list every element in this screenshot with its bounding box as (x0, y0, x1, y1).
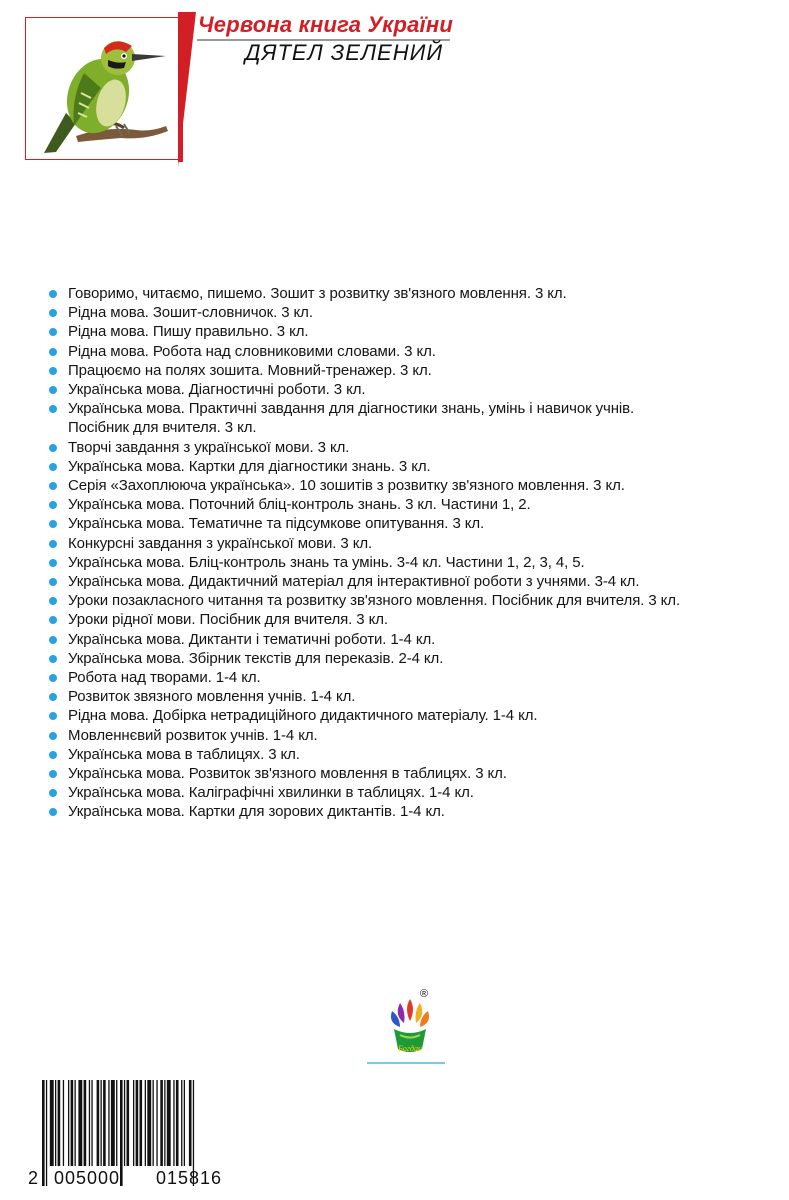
barcode-bar (58, 1080, 61, 1166)
bullet-icon (49, 770, 57, 778)
publisher-logo (370, 985, 450, 1065)
bullet-icon (49, 540, 57, 548)
book-list-item-text: Українська мова. Поточний бліц-контроль знань. 3 кл. Частини 1, 2. (68, 496, 531, 514)
book-list-item-text: Конкурсні завдання з української мови. 3 кл. (68, 534, 373, 552)
book-list-item-text: Українська мова. Бліц-контроль знань та умінь. 3-4 кл. Частини 1, 2, 3, 4, 5. (68, 553, 585, 571)
book-list-item (48, 553, 778, 572)
barcode-bar (176, 1080, 179, 1166)
book-list-item-text: Українська мова. Розвиток зв'язного мовлення в таблицях. 3 кл. (68, 765, 507, 783)
barcode-bar (103, 1080, 106, 1166)
bullet-icon (49, 636, 57, 644)
book-list-item-text: Українська мова. Діагностичні роботи. 3 кл. (68, 381, 366, 399)
book-list-item-text: Рідна мова. Робота над словниковими словами. 3 кл. (68, 342, 436, 360)
bullet-icon (49, 501, 57, 509)
barcode-bar (133, 1080, 134, 1166)
book-list-item-text: Українська мова в таблицях. 3 кл. (68, 745, 300, 763)
barcode (28, 1080, 250, 1190)
book-list-item-text: Українська мова. Диктанти і тематичні роботи. 1-4 кл. (68, 630, 436, 648)
bullet-icon (49, 328, 57, 336)
bullet-icon (49, 559, 57, 567)
book-list-item (48, 630, 778, 649)
book-list-item (48, 284, 778, 303)
bullet-icon (49, 751, 57, 759)
book-list-item-text: Рідна мова. Зошит-словничок. 3 кл. (68, 304, 313, 322)
bullet-icon (49, 309, 57, 317)
barcode-bar (147, 1080, 151, 1166)
book-list-item-text: Уроки рідної мови. Посібник для вчителя. 3 кл. (68, 611, 388, 629)
book-list-item (48, 534, 778, 553)
woodpecker-illustration (25, 17, 180, 160)
publisher-name: Богдан (398, 1044, 422, 1053)
barcode-bar (124, 1080, 125, 1166)
book-list-item (48, 726, 778, 745)
book-list-item (48, 457, 778, 476)
book-list-item-text: Українська мова. Каліграфічні хвилинки в таблицях. 1-4 кл. (68, 784, 474, 802)
book-list-item-text: Українська мова. Практичні завдання для діагностики знань, умінь і навичок учнів. (68, 400, 635, 418)
red-accent-slash (178, 12, 196, 167)
book-list-item-text: Робота над творами. 1-4 кл. (68, 669, 261, 687)
book-list-item-text: Українська мова. Картки для зорових диктантів. 1-4 кл. (68, 803, 445, 821)
barcode-bar (173, 1080, 174, 1166)
book-list-item (48, 802, 778, 821)
book-list-item-text: Працюємо на полях зошита. Мовний-тренажер. 3 кл. (68, 361, 432, 379)
book-list-item-text: Українська мова. Тематичне та підсумкове опитування. 3 кл. (68, 515, 485, 533)
book-list-item-text: Українська мова. Картки для діагностики знань. 3 кл. (68, 457, 431, 475)
barcode-bar (101, 1080, 102, 1166)
book-list-item-text: Українська мова. Дидактичний матеріал для інтерактивної роботи з учнями. 3-4 кл. (68, 573, 640, 591)
book-list-item (48, 342, 778, 361)
flower-logo-icon (370, 985, 450, 1065)
bullet-icon (49, 789, 57, 797)
barcode-bar (75, 1080, 76, 1166)
barcode-bar (55, 1080, 56, 1166)
book-list-item (48, 495, 778, 514)
book-list-item-text: Творчі завдання з української мови. 3 кл. (68, 438, 350, 456)
book-list-item (48, 764, 778, 783)
logo-underline (367, 1062, 445, 1064)
book-list-item-text: Розвиток звязного мовлення учнів. 1-4 кл. (68, 688, 356, 706)
barcode-bar (145, 1080, 146, 1166)
bullet-icon (49, 693, 57, 701)
bullet-icon (49, 732, 57, 740)
book-list-item (48, 687, 778, 706)
bullet-icon (49, 808, 57, 816)
header (0, 0, 789, 170)
book-list-item (48, 745, 778, 764)
bullet-icon (49, 290, 57, 298)
book-list-item (48, 783, 778, 802)
bullet-icon (49, 616, 57, 624)
bullet-icon (49, 578, 57, 586)
barcode-bar (184, 1080, 185, 1166)
barcode-bar (97, 1080, 100, 1166)
barcode-first-digit: 2 (28, 1168, 39, 1188)
book-list-item-text: Посібник для вчителя. 3 кл. (68, 419, 257, 437)
bullet-icon (49, 348, 57, 356)
barcode-bar (108, 1080, 109, 1166)
bullet-icon (49, 367, 57, 375)
bullet-icon (49, 463, 57, 471)
book-list-item (48, 591, 778, 610)
book-list-item (48, 380, 778, 399)
barcode-right-group: 015816 (156, 1168, 223, 1188)
barcode-bar (91, 1080, 92, 1166)
trademark-symbol: ® (420, 988, 429, 1000)
barcode-bar (63, 1080, 64, 1166)
barcode-bar (189, 1080, 192, 1166)
book-list-item-text: Серія «Захоплююча українська». 10 зошитів з розвитку зв'язного мовлення. 3 кл. (68, 477, 625, 495)
barcode-bar (116, 1080, 117, 1166)
bullet-icon (49, 444, 57, 452)
book-title: ДЯТЕЛ ЗЕЛЕНИЙ (245, 40, 444, 65)
barcode-digits (28, 1166, 250, 1190)
book-list-item-text: Говоримо, читаємо, пишемо. Зошит з розвитку зв'язного мовлення. 3 кл. (68, 285, 567, 302)
bullet-icon (49, 712, 57, 720)
book-list-item (48, 649, 778, 668)
book-list-item-text: Уроки позакласного читання та розвитку зв'язного мовлення. Посібник для вчителя. 3 кл. (68, 592, 681, 610)
barcode-bar (156, 1080, 157, 1166)
bullet-icon (49, 386, 57, 394)
barcode-bar (71, 1080, 74, 1166)
bullet-icon (49, 655, 57, 663)
book-list-item (48, 668, 778, 687)
barcode-bar (84, 1080, 87, 1166)
bullet-icon (49, 482, 57, 490)
book-list-item (48, 399, 778, 437)
book-list-item (48, 514, 778, 533)
bullet-icon (49, 520, 57, 528)
book-list-item (48, 572, 778, 591)
barcode-bar (89, 1080, 90, 1166)
series-title: Червона книга України (198, 12, 453, 37)
bullet-icon (49, 405, 57, 413)
book-list-item (48, 610, 778, 629)
barcode-bar (68, 1080, 69, 1166)
barcode-bar (127, 1080, 130, 1166)
bullet-icon (49, 674, 57, 682)
book-list-item (48, 706, 778, 725)
woodpecker-icon (26, 18, 180, 160)
book-list-item-text: Рідна мова. Пишу правильно. 3 кл. (68, 323, 309, 341)
barcode-bar (50, 1080, 54, 1166)
barcode-bar (160, 1080, 163, 1166)
book-list-item (48, 361, 778, 380)
barcode-bar (181, 1080, 182, 1166)
book-list-item (48, 438, 778, 457)
barcode-left-group: 005000 (54, 1168, 121, 1188)
book-list-item (48, 322, 778, 341)
bullet-icon (49, 597, 57, 605)
barcode-bar (153, 1080, 154, 1166)
barcode-bar (111, 1080, 115, 1166)
book-list (48, 284, 778, 822)
barcode-bar (140, 1080, 143, 1166)
book-list-item (48, 303, 778, 322)
book-list-item-text: Українська мова. Збірник текстів для переказів. 2-4 кл. (68, 649, 444, 667)
barcode-bar (167, 1080, 171, 1166)
book-list-item (48, 476, 778, 495)
book-list-item-text: Мовленнєвий розвиток учнів. 1-4 кл. (68, 726, 318, 744)
barcode-bar (164, 1080, 165, 1166)
barcode-bar (78, 1080, 82, 1166)
book-list-item-text: Рідна мова. Добірка нетрадиційного дидактичного матеріалу. 1-4 кл. (68, 707, 538, 725)
barcode-bar (136, 1080, 139, 1166)
